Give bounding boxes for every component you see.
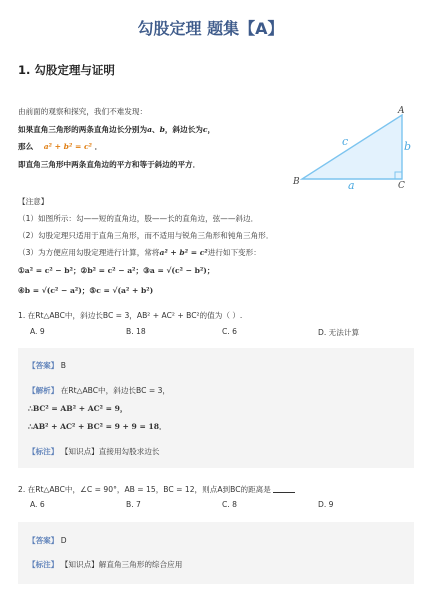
intro-line-3: 那么 a² + b² = c² ． [18,142,103,151]
question-2-stem: 2. 在Rt△ABC中，∠C = 90°，AB = 15，BC = 12，则点A到BC的距离是 [18,484,295,495]
q1-option-b: B. 18 [126,327,146,336]
q2-option-b: B. 7 [126,500,141,509]
q2-answer: 【答案】 D [28,536,67,545]
right-triangle-diagram [290,103,410,191]
vertex-c-label: C [398,181,405,191]
vertex-a-label: A [398,106,405,116]
formula-variants-2: ④b = √(c² − a²)；⑤c = √(a² + b²) [18,286,154,295]
side-a-label: a [348,179,355,192]
note-1: （1）如图所示：勾——短的直角边，股——长的直角边，弦——斜边． [18,214,259,223]
q2-option-c: C. 8 [222,500,237,509]
intro-line-2: 如果直角三角形的两条直角边长分别为a、b，斜边长为c， [18,125,216,134]
answer-box-1 [18,348,414,468]
answer-box-2 [18,522,414,584]
q1-explanation: 【解析】 在Rt△ABC中，斜边长BC = 3， [28,386,171,395]
side-c-label: c [342,135,349,148]
question-1-stem: 1. 在Rt△ABC中，斜边长BC = 3，AB² + AC² + BC²的值为（ ）. [18,311,243,320]
q1-answer: 【答案】 B [28,361,67,370]
answer-blank [273,485,295,493]
pythagorean-formula: a² + b² = c² [43,142,92,151]
section-heading: 1. 勾股定理与证明 [18,63,115,77]
q1-explanation-step-1: ∴BC² = AB² + AC² = 9， [28,404,128,413]
q1-option-c: C. 6 [222,327,237,336]
q1-option-a: A. 9 [30,327,45,336]
intro-line-4: 即直角三角形中两条直角边的平方和等于斜边的平方． [18,160,201,169]
note-2: （2）勾股定理只适用于直角三角形，而不适用与锐角三角形和钝角三角形． [18,231,274,240]
vertex-b-label: B [293,177,300,187]
formula-variants-1: ①a² = c² − b²；②b² = c² − a²；③a = √(c² − b²)； [18,266,215,275]
q1-knowledge-tag: 【标注】 【知识点】直接用勾股求边长 [28,447,160,456]
q2-option-a: A. 6 [30,500,45,509]
notes-heading: 【注意】 [18,197,49,206]
q2-knowledge-tag: 【标注】 【知识点】解直角三角形的综合应用 [28,560,183,569]
side-b-label: b [404,140,412,153]
q2-option-d: D. 9 [318,500,334,509]
q1-option-d: D. 无法计算 [318,328,360,337]
page-title: 勾股定理 题集【A】 [137,19,284,38]
note-3: （3）为方便应用勾股定理进行计算，常将a² + b² = c²进行如下变形： [18,248,261,257]
q1-explanation-step-2: ∴AB² + AC² + BC² = 9 + 9 = 18． [28,422,167,431]
intro-line-1: 由前面的观察和探究，我们不难发现： [18,107,148,116]
